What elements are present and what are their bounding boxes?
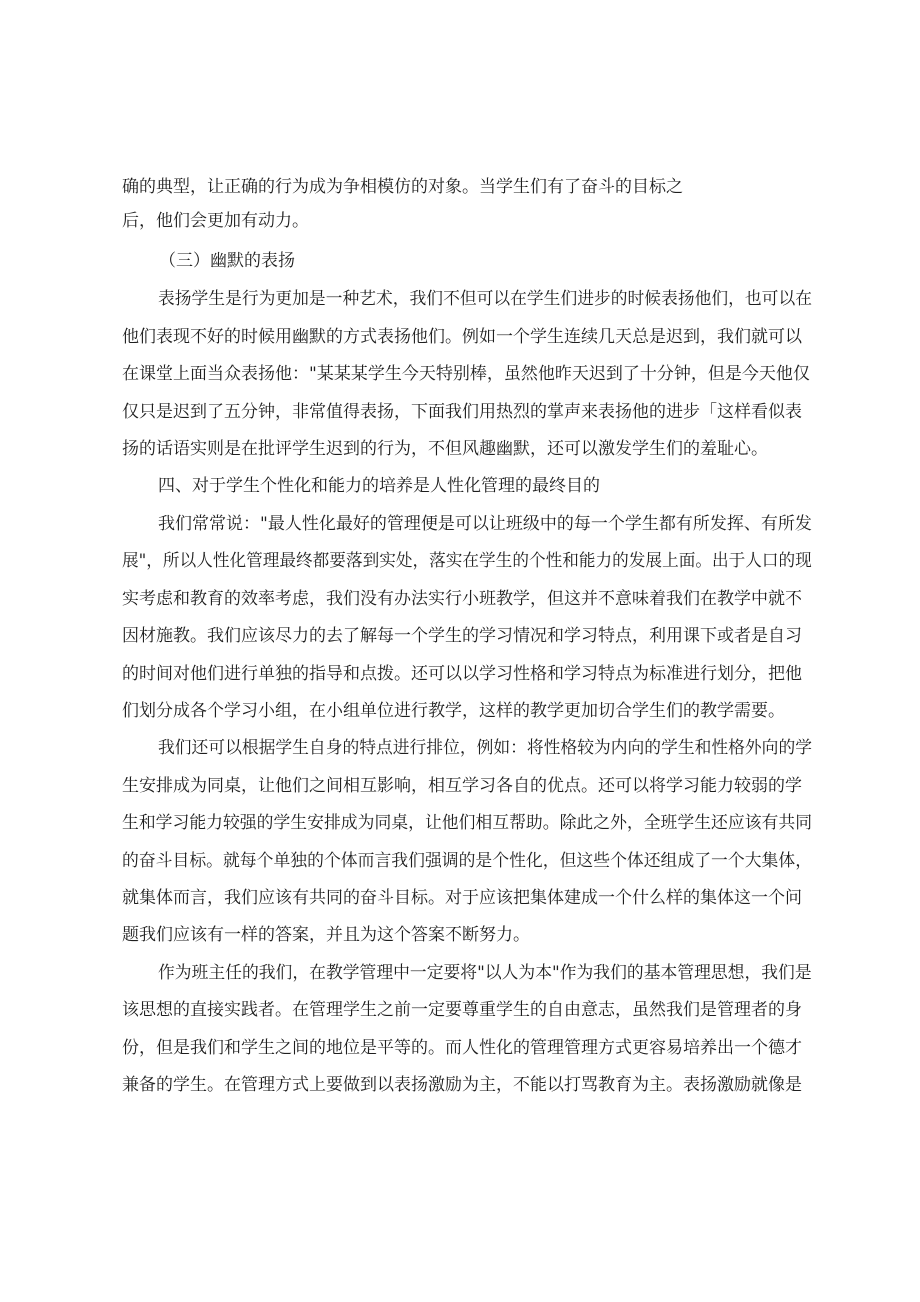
text-line: 份，但是我们和学生之间的地位是平等的。而人性化的管理管理方式更容易培养出一个德才 — [122, 1038, 802, 1058]
text-line: 在课堂上面当众表扬他："某某某学生今天特别棒，虽然他昨天迟到了十分钟，但是今天他仅 — [122, 364, 810, 384]
text-line: 的奋斗目标。就每个单独的个体而言我们强调的是个性化，但这些个体还组成了一个大集体， — [122, 851, 813, 871]
text-line: 我们还可以根据学生自身的特点进行排位，例如：将性格较为内向的学生和性格外向的学 — [158, 738, 812, 758]
text-line: 展"，所以人性化管理最终都要落到实处，落实在学生的个性和能力的发展上面。出于人口的现 — [122, 551, 812, 571]
text-line: 生安排成为同桌，让他们之间相互影响，相互学习各自的优点。还可以将学习能力较弱的学 — [122, 776, 802, 796]
text-line: 我们常常说："最人性化最好的管理便是可以让班级中的每一个学生都有所发挥、有所发 — [158, 514, 812, 534]
section-subheading: （三）幽默的表扬 — [159, 251, 295, 271]
text-line: 因材施教。我们应该尽力的去了解每一个学生的学习情况和学习特点，利用课下或者是自习 — [122, 626, 802, 646]
text-line: 后，他们会更加有动力。 — [122, 211, 309, 231]
text-line: 作为班主任的我们，在教学管理中一定要将"以人为本"作为我们的基本管理思想，我们是 — [158, 963, 812, 983]
text-line: 就集体而言，我们应该有共同的奋斗目标。对于应该把集体建成一个什么样的集体这一个问 — [122, 888, 802, 908]
text-line: 的时间对他们进行单独的指导和点拨。还可以以学习性格和学习特点为标准进行划分，把他 — [122, 664, 802, 684]
section-heading: 四、对于学生个性化和能力的培养是人性化管理的最终目的 — [158, 476, 600, 496]
text-line: 生和学习能力较强的学生安排成为同桌，让他们相互帮助。除此之外，全班学生还应该有共同 — [122, 813, 813, 833]
text-line: 他们表现不好的时候用幽默的方式表扬他们。例如一个学生连续几天总是迟到，我们就可以 — [122, 327, 802, 347]
text-line: 确的典型，让正确的行为成为争相模仿的对象。当学生们有了奋斗的目标之 — [122, 177, 683, 197]
text-line: 实考虑和教育的效率考虑，我们没有办法实行小班教学，但这并不意味着我们在教学中就不 — [122, 589, 802, 609]
text-line: 题我们应该有一样的答案，并且为这个答案不断努力。 — [122, 925, 530, 945]
text-line: 表扬学生是行为更加是一种艺术，我们不但可以在学生们进步的时候表扬他们，也可以在 — [158, 289, 812, 309]
text-line: 们划分成各个学习小组，在小组单位进行教学，这样的教学更加切合学生们的教学需要。 — [122, 701, 785, 721]
text-line: 仅只是迟到了五分钟，非常值得表扬，下面我们用热烈的掌声来表扬他的进步「这样看似表 — [122, 402, 802, 422]
text-line: 扬的话语实则是在批评学生迟到的行为，不但风趣幽默，还可以激发学生们的羞耻心。 — [122, 439, 768, 459]
text-line: 该思想的直接实践者。在管理学生之前一定要尊重学生的自由意志，虽然我们是管理者的身 — [122, 1000, 802, 1020]
text-line: 兼备的学生。在管理方式上要做到以表扬激励为主，不能以打骂教育为主。表扬激励就像是 — [122, 1075, 802, 1095]
